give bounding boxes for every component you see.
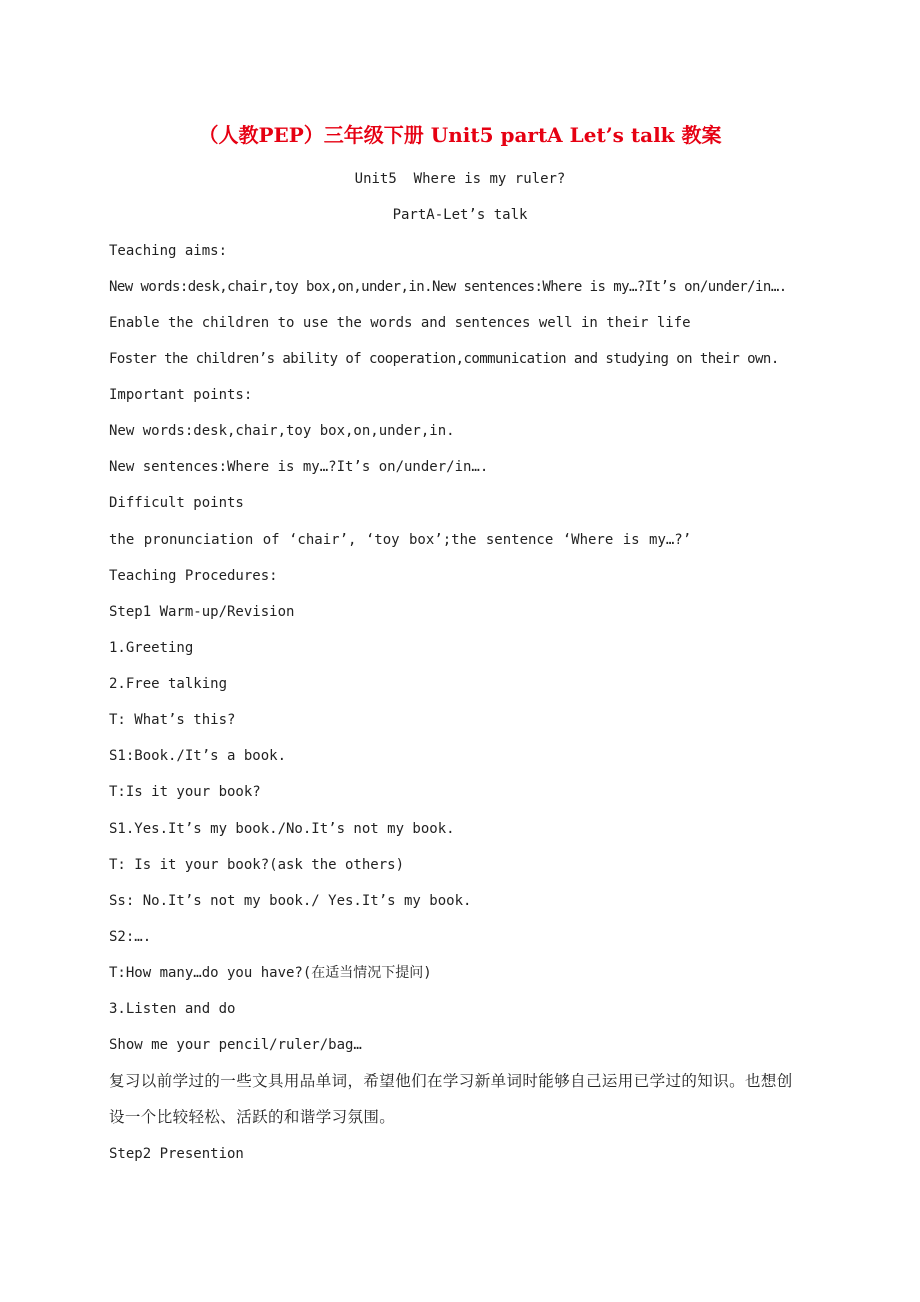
text-line: S2:…. xyxy=(109,929,152,945)
document-subtitle-unit: Unit5 Where is my ruler? xyxy=(354,171,566,187)
chinese-text-line: 复习以前学过的一些文具用品单词，希望他们在学习新单词时能够自己运用已学过的知识。也想创 xyxy=(109,1072,793,1090)
text-line: Show me your pencil/ruler/bag… xyxy=(109,1037,362,1053)
text-line: S1.Yes.It’s my book./No.It’s not my book. xyxy=(109,821,455,837)
text-line: S1:Book./It’s a book. xyxy=(109,748,287,764)
heading-important-points: Important points: xyxy=(109,387,253,403)
text-line: Enable the children to use the words and sentences well in their life xyxy=(109,315,691,331)
text-line: Foster the children’s ability of cooperation,communication and studying on their own. xyxy=(109,351,779,367)
text-line: 2.Free talking xyxy=(109,676,228,692)
text-line: T:How many…do you have?(在适当情况下提问) xyxy=(109,965,432,981)
document-subtitle-part: PartA-Let’s talk xyxy=(392,207,528,223)
text-line: New sentences:Where is my…?It’s on/under/in…. xyxy=(109,459,489,475)
heading-teaching-aims: Teaching aims: xyxy=(109,243,228,259)
text-line: 1.Greeting xyxy=(109,640,194,656)
heading-step1: Step1 Warm-up/Revision xyxy=(109,604,295,620)
chinese-text-line: 设一个比较轻松、活跃的和谐学习氛围。 xyxy=(109,1108,396,1126)
text-line: T: Is it your book?(ask the others) xyxy=(109,857,405,873)
text-line: the pronunciation of ‘chair’, ‘toy box’;the sentence ‘Where is my…?’ xyxy=(109,532,692,548)
text-line: New words:desk,chair,toy box,on,under,in. xyxy=(109,423,455,439)
heading-difficult-points: Difficult points xyxy=(109,495,244,511)
heading-step2: Step2 Presention xyxy=(109,1146,244,1162)
text-line: 3.Listen and do xyxy=(109,1001,236,1017)
heading-teaching-procedures: Teaching Procedures: xyxy=(109,568,278,584)
text-line: New words:desk,chair,toy box,on,under,in.New sentences:Where is my…?It’s on/under/in…. xyxy=(109,279,787,295)
text-line: T:Is it your book? xyxy=(109,784,261,800)
document-title: （人教PEP）三年级下册 Unit5 partA Let’s talk 教案 xyxy=(198,123,722,147)
text-line: T: What’s this? xyxy=(109,712,236,728)
text-line: Ss: No.It’s not my book./ Yes.It’s my book. xyxy=(109,893,472,909)
